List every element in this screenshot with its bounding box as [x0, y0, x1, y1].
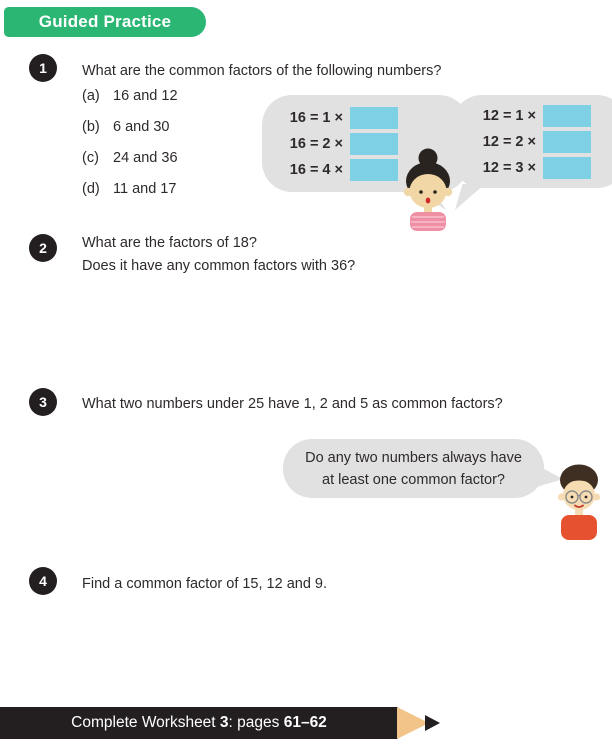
equation-text: 12 = 2 ×: [482, 133, 536, 150]
pencil-wood-icon: [397, 707, 429, 739]
equation-text: 12 = 1 ×: [482, 107, 536, 124]
speech-bubble-factors-12: [452, 95, 612, 188]
equation-row: [476, 105, 612, 127]
item-c-value: 24 and 36: [113, 150, 178, 166]
answer-box: [350, 133, 398, 155]
item-b-label: (b): [82, 119, 100, 135]
girl-character-illustration: [396, 147, 460, 231]
item-b-value: 6 and 30: [113, 119, 170, 135]
pencil-tip-icon: [425, 715, 440, 731]
question-speech-bubble: [283, 439, 544, 498]
worksheet-text-prefix: Complete Worksheet: [71, 714, 220, 731]
question-2-text: [82, 232, 355, 277]
equation-text: 12 = 3 ×: [482, 159, 536, 176]
item-a-label: (a): [82, 88, 100, 104]
section-header-banner: [4, 7, 206, 37]
section-header-title: Guided Practice: [38, 12, 172, 31]
equation-text: 16 = 4 ×: [289, 161, 343, 178]
item-a-value: 16 and 12: [113, 88, 178, 104]
equation-text: 16 = 1 ×: [289, 109, 343, 126]
answer-box: [350, 159, 398, 181]
answer-box: [350, 107, 398, 129]
question-bubble-line-1: Do any two numbers always have: [305, 449, 522, 466]
question-3-text: What two numbers under 25 have 1, 2 and 5 as common factors?: [82, 396, 503, 412]
question-bubble-line-2: at least one common factor?: [322, 471, 505, 488]
equation-text: 16 = 2 ×: [289, 135, 343, 152]
girl-character-icon: [396, 147, 460, 231]
question-1-number: 1: [29, 54, 57, 82]
answer-box: [543, 131, 591, 153]
item-d-value: 11 and 17: [113, 181, 177, 197]
question-1-item-b: [82, 119, 169, 135]
worksheet-text-middle: : pages: [228, 714, 284, 731]
worksheet-pages: 61–62: [283, 714, 327, 731]
item-c-label: (c): [82, 150, 99, 166]
question-1-text: What are the common factors of the following numbers?: [82, 63, 442, 79]
boy-character-icon: [549, 461, 609, 540]
equation-row: [476, 157, 612, 179]
boy-character-illustration: [549, 461, 609, 540]
question-1-item-a: [82, 88, 178, 104]
question-2-number: 2: [29, 234, 57, 262]
question-2-line-1: What are the factors of 18?: [82, 235, 257, 251]
question-1-item-c: [82, 150, 178, 166]
question-1-item-d: [82, 181, 176, 197]
question-3-number: 3: [29, 388, 57, 416]
equation-row: [476, 131, 612, 153]
answer-box: [543, 105, 591, 127]
question-4-text: Find a common factor of 15, 12 and 9.: [82, 576, 328, 592]
question-2-line-2: Does it have any common factors with 36?: [82, 257, 356, 274]
equation-row: [283, 107, 469, 129]
question-4-number: 4: [29, 567, 57, 595]
item-d-label: (d): [82, 181, 100, 197]
worksheet-banner: [0, 707, 398, 739]
worksheet-number: 3: [219, 714, 229, 731]
answer-box: [543, 157, 591, 179]
